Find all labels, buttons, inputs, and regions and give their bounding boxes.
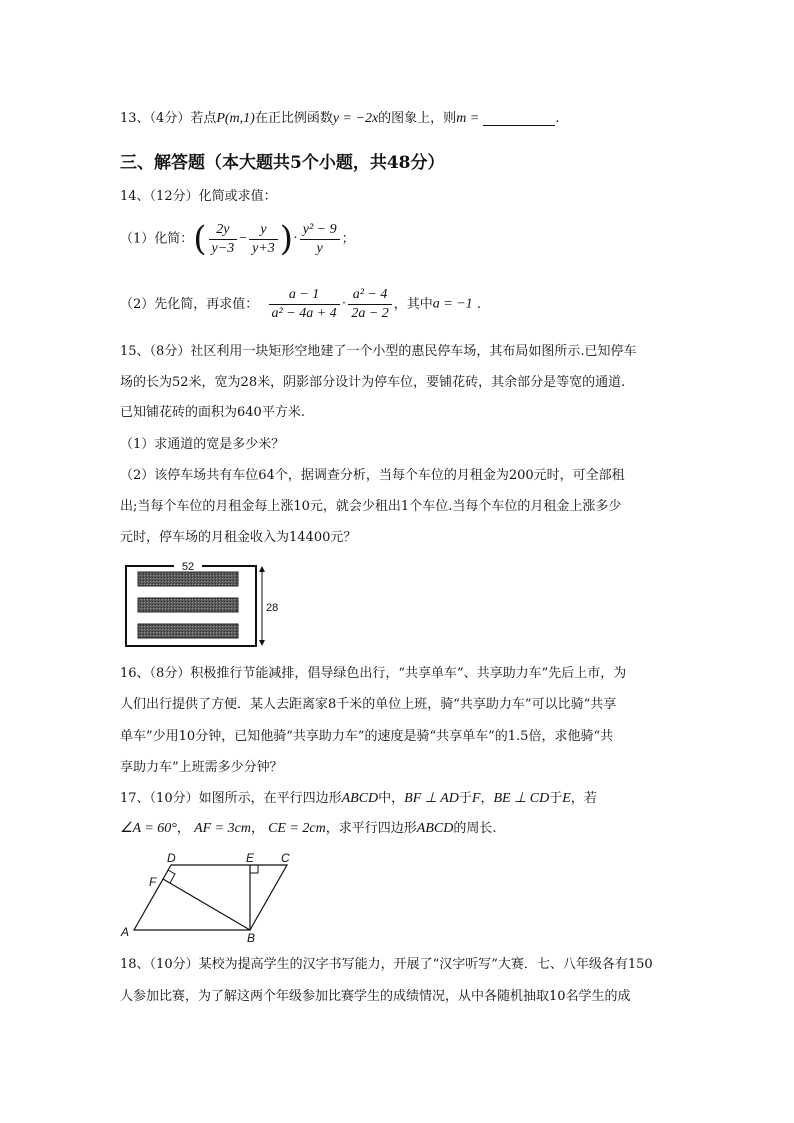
section-heading: 三、解答题（本大题共5个小题，共48分） — [120, 153, 445, 173]
question-14-part2: （2）先化简，再求值： $\frac{a - 1}{\text{a² − 4a + 4}}$ · $\frac{\text{a² − 4}}{2a - 2}$ ，其中a = −1 . — [120, 287, 481, 321]
length-label: 52 — [181, 561, 195, 573]
function-expr: y = −2x — [332, 111, 379, 126]
question-16-line4: 享助力车”上班需多少分钟？ — [120, 760, 283, 775]
fraction: $\frac{y}{y+3}$ — [249, 223, 278, 256]
parallelogram-figure — [116, 848, 302, 944]
question-18-line1: 18、（10分）某校为提高学生的汉字书写能力，开展了“汉字听写”大赛．七、八年级各有150 — [120, 957, 653, 972]
fraction: $\frac{a - 1}{\text{a² − 4a + 4}}$ — [269, 288, 340, 321]
label-b: B — [247, 931, 256, 944]
label-f: F — [149, 875, 157, 889]
question-15-line1: 15、（8分）社区利用一块矩形空地建了一个小型的惠民停车场，其布局如图所示.已知停车 — [120, 344, 637, 359]
fraction: $\frac{\text{a² − 4}}{2a - 2}$ — [348, 288, 391, 321]
point-args: (m,1) — [224, 111, 255, 126]
question-17-line1: 17、（10分）如图所示，在平行四边形ABCD中，BF ⊥ AD于F，BE ⊥ CD于E，若 — [120, 791, 597, 806]
width-label: 28 — [266, 602, 279, 614]
question-16-line3: 单车”少用10分钟，已知他骑“共享助力车”的速度是骑“共享单车”的1.5倍，求他骑“共 — [120, 729, 614, 744]
question-15-sub2-line3: 元时，停车场的月租金收入为14400元？ — [120, 530, 357, 545]
question-15-sub1: （1）求通道的宽是多少米？ — [120, 437, 285, 452]
label-e: E — [246, 851, 255, 865]
question-15-line2: 场的长为52米，宽为28米，阴影部分设计为停车位，要铺花砖，其余部分是等宽的通道. — [120, 375, 626, 390]
question-16-line1: 16、（8分）积极推行节能减排，倡导绿色出行，“共享单车”、共享助力车”先后上市，为 — [120, 666, 627, 681]
fraction: $\frac{\text{y² − 9}}{y}$ — [300, 223, 340, 256]
parking-row-middle — [138, 598, 238, 612]
right-angle-mark-f — [168, 870, 175, 883]
parallelogram-abcd — [134, 865, 287, 930]
label-c: C — [281, 851, 290, 865]
answer-blank — [483, 113, 555, 126]
parking-row-bottom — [138, 624, 238, 638]
point-p: P — [216, 111, 225, 126]
right-angle-mark-e — [250, 865, 258, 873]
parking-row-top — [138, 572, 238, 586]
question-14-head: 14、（12分）化简或求值： — [120, 189, 277, 204]
segment-bf — [163, 879, 250, 930]
fraction: $\frac{2y}{y-3}$ — [209, 223, 238, 256]
question-13: 13、（4分）若点P(m,1)在正比例函数y = −2x的图象上，则m = . — [120, 111, 560, 126]
label-d: D — [167, 851, 176, 865]
question-18-line2: 人参加比赛，为了解这两个年级参加比赛学生的成绩情况，从中各随机抽取10名学生的成 — [120, 989, 631, 1004]
label-a: A — [121, 925, 130, 939]
parking-lot-figure — [120, 560, 280, 652]
question-16-line2: 人们出行提供了方便．某人去距离家8千米的单位上班，骑“共享助力车”可以比骑“共享 — [120, 697, 617, 712]
question-15-line3: 已知铺花砖的面积为640平方米. — [120, 405, 305, 420]
question-15-sub2-line2: 出;当每个车位的月租金每上涨10元，就会少租出1个车位.当每个车位的月租金上涨多少 — [120, 499, 622, 514]
question-14-part1: （1）化简：( $\frac{2y}{y-3}$ − $\frac{y}{y+3}$ )· $\frac{\text{y² − 9}}{y}$ ； — [120, 219, 355, 259]
question-15-sub2-line1: （2）该停车场共有车位64个，据调查分析，当每个车位的月租金为200元时，可全部租 — [120, 468, 625, 483]
question-17-line2: ∠A = 60°， AF = 3cm， CE = 2cm，求平行四边形ABCD的周长. — [120, 821, 497, 836]
